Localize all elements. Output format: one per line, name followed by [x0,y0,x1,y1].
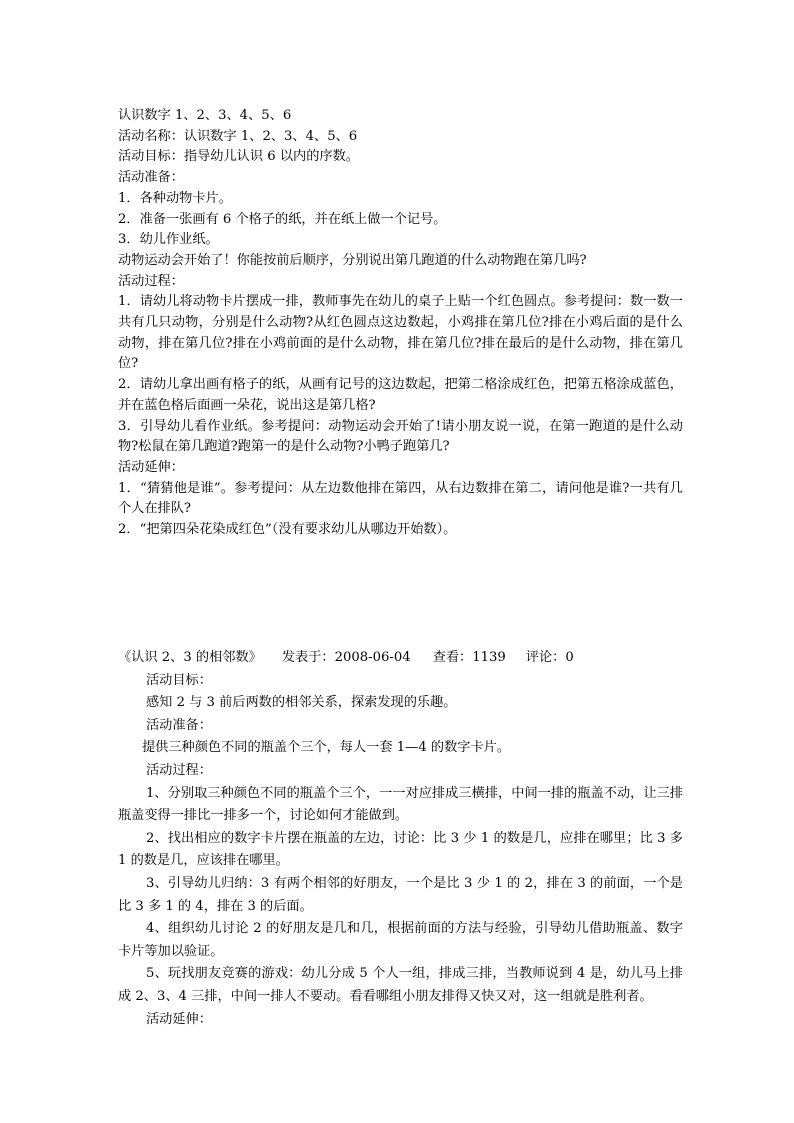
process-item: 4、组织幼儿讨论 2 的好朋友是几和几，根据前面的方法与经验，引导幼儿借助瓶盖、数字卡片等加以验证。 [118,921,683,959]
process-item: 3．引导幼儿看作业纸。参考提问：动物运动会开始了!请小朋友说一说，在第一跑道的是什么动物?松鼠在第几跑道?跑第一的是什么动物?小鸭子跑第几? [118,418,683,455]
prep-heading: 活动准备： [118,170,184,186]
extension-heading: 活动延伸： [146,1011,212,1027]
intro-text: 动物运动会开始了！你能按前后顺序，分别说出第几跑道的什么动物跑在第几吗? [118,252,587,268]
prep-heading: 活动准备： [146,717,212,733]
process-heading: 活动过程： [118,273,184,289]
process-item: 3、引导幼儿归纳：3 有两个相邻的好朋友，一个是比 3 少 1 的 2，排在 3 的前面，一个是比 3 多 1 的 4，排在 3 的后面。 [118,875,683,914]
article-title: 《认识 2、3 的相邻数》 [118,650,262,665]
prep-text: 提供三种颜色不同的瓶盖个三个，每人一套 1—4 的数字卡片。 [142,740,511,756]
view-count: 查看：1139 [432,650,506,665]
process-heading: 活动过程： [146,762,212,778]
process-item: 5、玩找朋友竞赛的游戏：幼儿分成 5 个人一组，排成三排，当教师说到 4 是，幼儿马上排成 2、3、4 三排，中间一排人不要动。看看哪组小朋友排得又快又对，这一组就是胜利者。 [118,966,683,1004]
process-item: 2、找出相应的数字卡片摆在瓶盖的左边，讨论：比 3 少 1 的数是几，应排在哪里；比 3 多 1 的数是几，应该排在哪里。 [118,830,683,869]
lesson-plan-neighbor-numbers [118,647,683,1031]
process-item: 2．请幼儿拿出画有格子的纸，从画有记号的这边数起，把第二格涂成红色，把第五格涂成蓝色，并在蓝色格后面画一朵花，说出这是第几格? [118,377,683,413]
comment-count: 评论：0 [525,650,574,665]
goal-heading: 活动目标： [146,672,212,688]
prep-item: 2．准备一张画有 6 个格子的纸，并在纸上做一个记号。 [118,211,447,227]
activity-goal: 活动目标：指导幼儿认识 6 以内的序数。 [118,149,359,165]
article-header [118,647,683,670]
extension-item: 2．“把第四朵花染成红色”（没有要求幼儿从哪边开始数）。 [118,522,457,538]
process-item: 1、分别取三种颜色不同的瓶盖个三个，一一对应排成三横排，中间一排的瓶盖不动，让三排瓶盖变得一排比一排多一个，讨论如何才能做到。 [118,785,683,824]
extension-heading: 活动延伸： [118,459,184,475]
publish-date: 发表于：2008-06-04 [281,650,411,665]
lesson-title: 认识数字 1、2、3、4、5、6 [118,108,292,123]
extension-item: 1．“猜猜他是谁”。参考提问：从左边数他排在第四，从右边数排在第二，请问他是谁?一共有几个人在排队? [118,480,683,517]
goal-text: 感知 2 与 3 前后两数的相邻关系，探索发现的乐趣。 [146,695,457,711]
prep-item: 1．各种动物卡片。 [118,190,232,206]
prep-item: 3．幼儿作业纸。 [118,232,219,248]
activity-name: 活动名称：认识数字 1、2、3、4、5、6 [118,128,358,144]
lesson-plan-numbers-1-6 [118,106,683,541]
process-item: 1．请幼儿将动物卡片摆成一排，教师事先在幼儿的桌子上贴一个红色圆点。参考提问：数一数一共有几只动物，分别是什么动物?从红色圆点这边数起，小鸡排在第几位?排在小鸡后面的是什么动物，排在第几位?排在小鸡前面的是什么动物，排在第几位?排在最后的是什么动物，排在第几位? [118,294,683,372]
